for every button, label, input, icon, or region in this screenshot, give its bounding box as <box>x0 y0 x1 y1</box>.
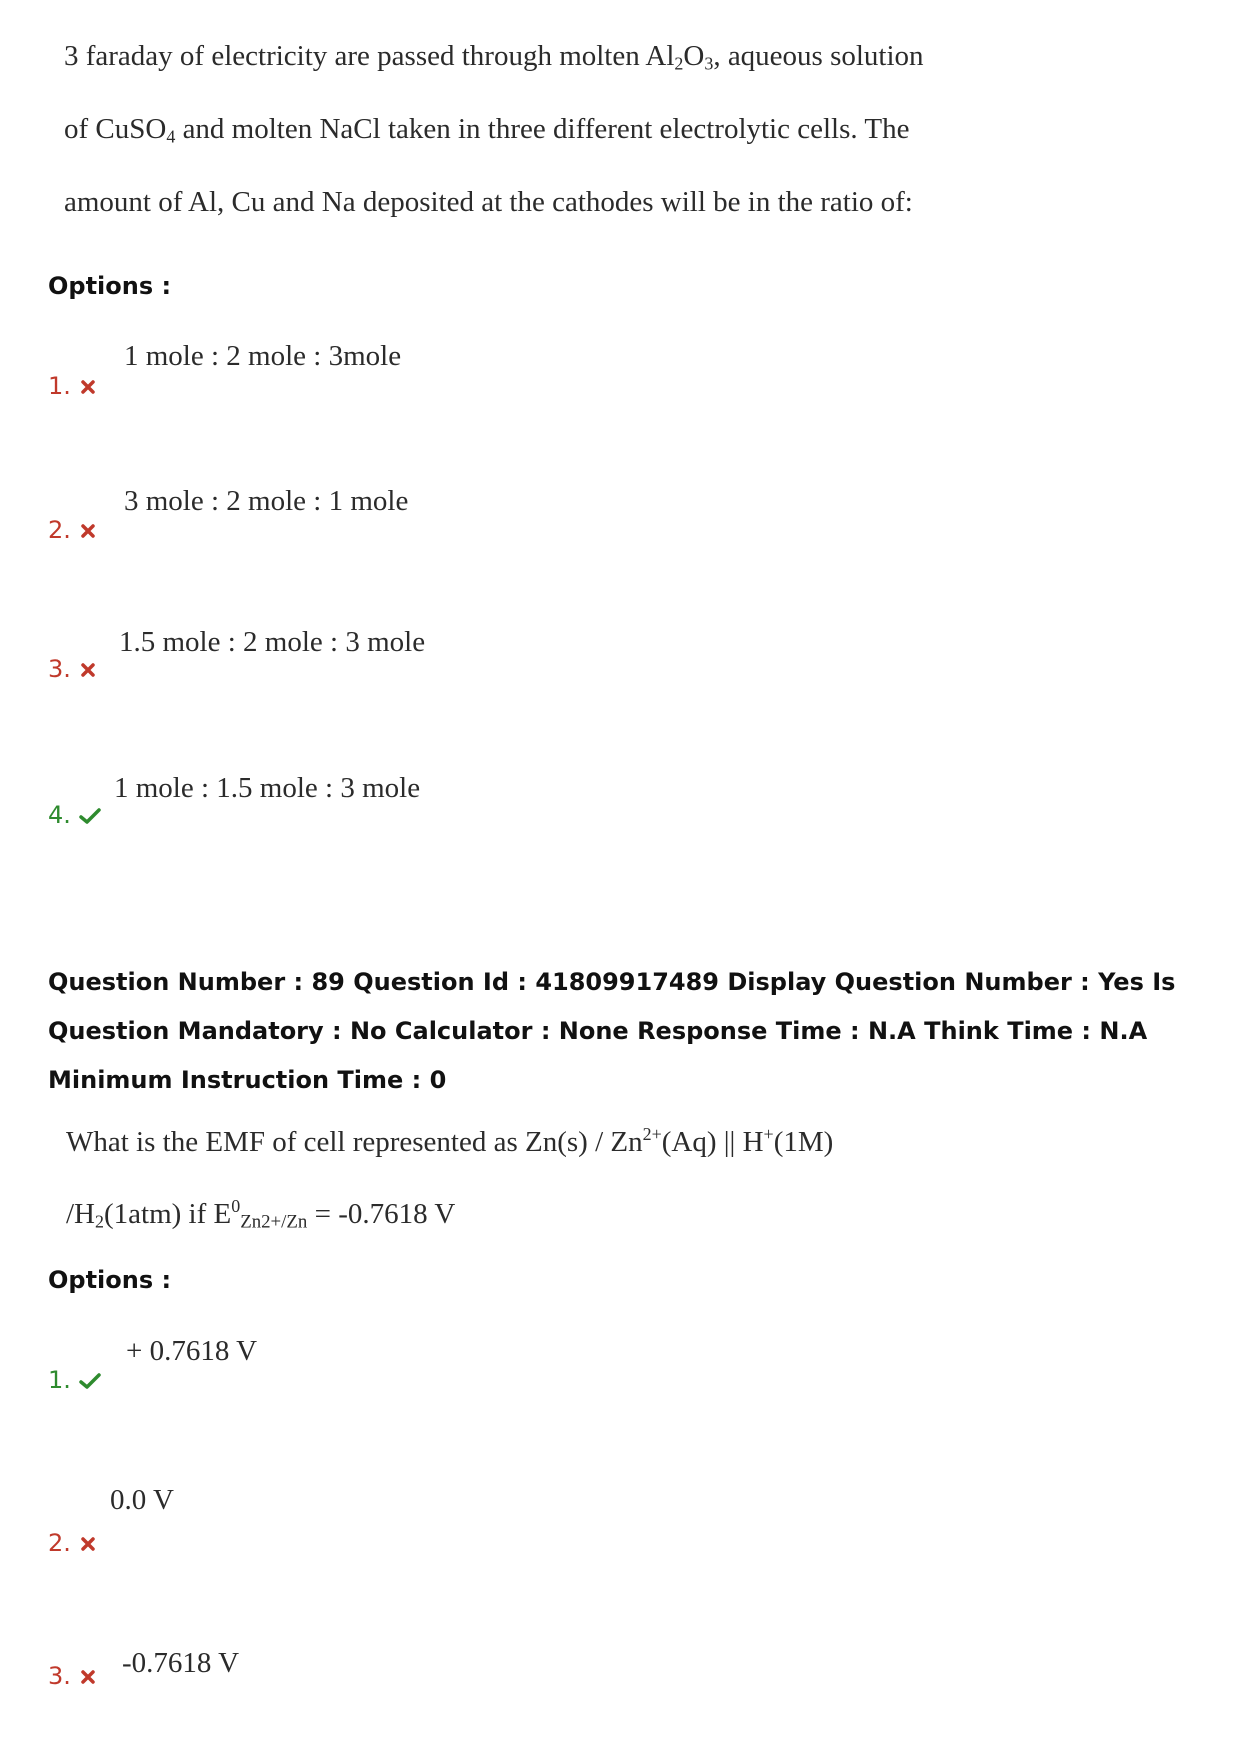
check-icon <box>79 807 101 825</box>
option-number: 2. <box>48 1529 97 1557</box>
option-number: 2. <box>48 516 97 544</box>
option-text: 1.5 mole : 2 mole : 3 mole <box>119 626 426 658</box>
options-label: Options : <box>48 272 172 300</box>
question-text-line-2: of CuSO$_4$ and molten NaCl taken in three different electrolytic cells. The <box>64 113 910 147</box>
question-text-line-1: 3 faraday of electricity are passed through molten $Al_2O_3$, aqueous solution <box>64 40 924 74</box>
option-number: 1. <box>48 372 97 400</box>
option-number: 3. <box>48 1662 97 1690</box>
question-metadata: Question Number : 89 Question Id : 41809917489 Display Question Number : Yes Is Question Mandatory : No Calculator : None Response Time : N.A Think Time : N.A Minimum Instruction Time : 0 <box>48 968 1176 1094</box>
question-text-line-1: What is the EMF of cell represented as $Zn(s) / Zn^{2+}(Aq)$ || H+(1M) <box>66 1124 834 1158</box>
cross-icon <box>79 1668 97 1686</box>
cross-icon <box>79 522 97 540</box>
option-text: -0.7618 V <box>122 1647 240 1679</box>
option-number: 1. <box>48 1366 101 1394</box>
check-icon <box>79 1372 101 1390</box>
options-label: Options : <box>48 1266 172 1294</box>
option-text: 1 mole : 2 mole : 3mole <box>124 340 402 372</box>
option-text: 0.0 V <box>110 1484 174 1516</box>
cross-icon <box>79 378 97 396</box>
option-text: 3 mole : 2 mole : 1 mole <box>124 485 409 517</box>
question-text-line-3: amount of Al, Cu and Na deposited at the cathodes will be in the ratio of: <box>64 186 913 218</box>
cross-icon <box>79 661 97 679</box>
option-number: 4. <box>48 801 101 829</box>
option-number: 3. <box>48 655 97 683</box>
question-text-line-2: $/H_2(1atm)$ if $E^0_{Zn2+/Zn} = -0.7618$ V <box>66 1196 456 1233</box>
option-text: 1 mole : 1.5 mole : 3 mole <box>114 772 421 804</box>
option-text: + 0.7618 V <box>126 1335 258 1367</box>
cross-icon <box>79 1535 97 1553</box>
